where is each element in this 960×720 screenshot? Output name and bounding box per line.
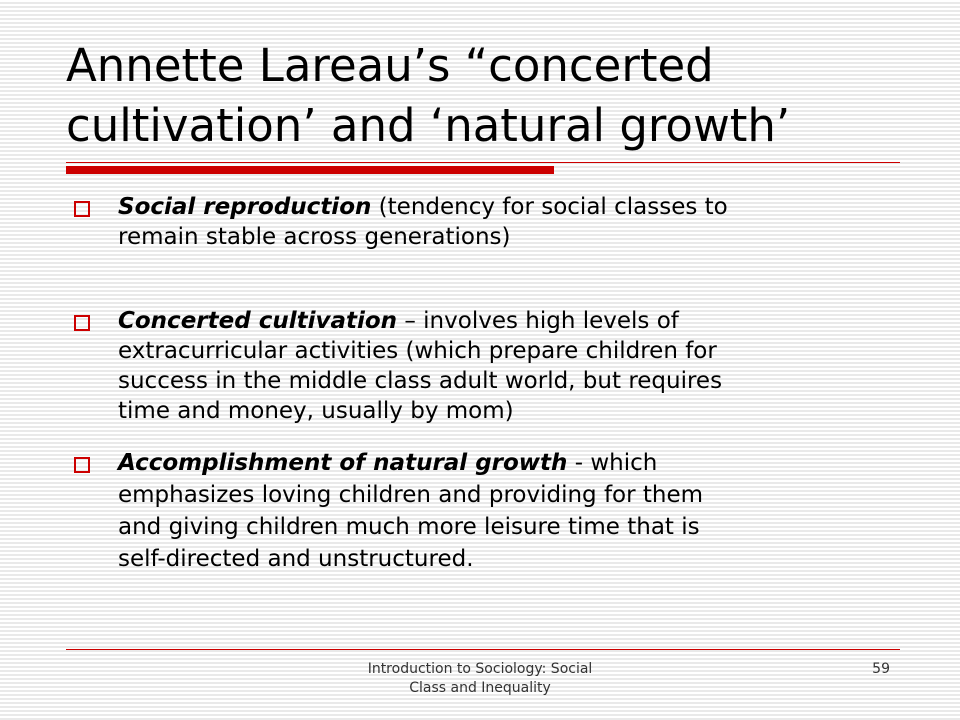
- bullet-term: Concerted cultivation: [118, 308, 398, 334]
- bullet-text-line: remain stable across generations): [118, 224, 511, 250]
- bullet-text-line: – involves high levels of: [397, 308, 679, 334]
- square-bullet-icon: [74, 315, 90, 331]
- bullet-text-line: - which: [567, 450, 658, 476]
- slide-footer: [332, 660, 628, 698]
- bullet-text: [118, 192, 858, 222]
- page-number: 59: [872, 661, 890, 677]
- title-divider-thick: [66, 166, 554, 174]
- bullet-text-line: and giving children much more leisure time that is: [118, 514, 700, 540]
- bullet-term: Accomplishment of natural growth: [118, 450, 568, 476]
- slide-title-line-1: Annette Lareau’s “concerted: [66, 39, 714, 92]
- bullet-text: [118, 448, 858, 478]
- bullet-text-line: time and money, usually by mom): [118, 398, 514, 424]
- bullet-term: Social reproduction: [118, 194, 372, 220]
- bullet-text-line: extracurricular activities (which prepare children for: [118, 338, 717, 364]
- bullet-text: [118, 306, 858, 336]
- bullet-text-line: success in the middle class adult world, but requires: [118, 368, 723, 394]
- bullet-text-line: (tendency for social classes to: [371, 194, 728, 220]
- slide-title: [66, 36, 926, 156]
- slide-title-line-2: cultivation’ and ‘natural growth’: [66, 99, 791, 152]
- square-bullet-icon: [74, 457, 90, 473]
- title-divider-thin: [66, 162, 900, 163]
- bullet-text-line: emphasizes loving children and providing for them: [118, 482, 704, 508]
- footer-line-1: Introduction to Sociology: Social: [367, 661, 593, 677]
- footer-divider: [66, 649, 900, 650]
- square-bullet-icon: [74, 201, 90, 217]
- footer-line-2: Class and Inequality: [409, 680, 551, 696]
- bullet-text-line: self-directed and unstructured.: [118, 546, 474, 572]
